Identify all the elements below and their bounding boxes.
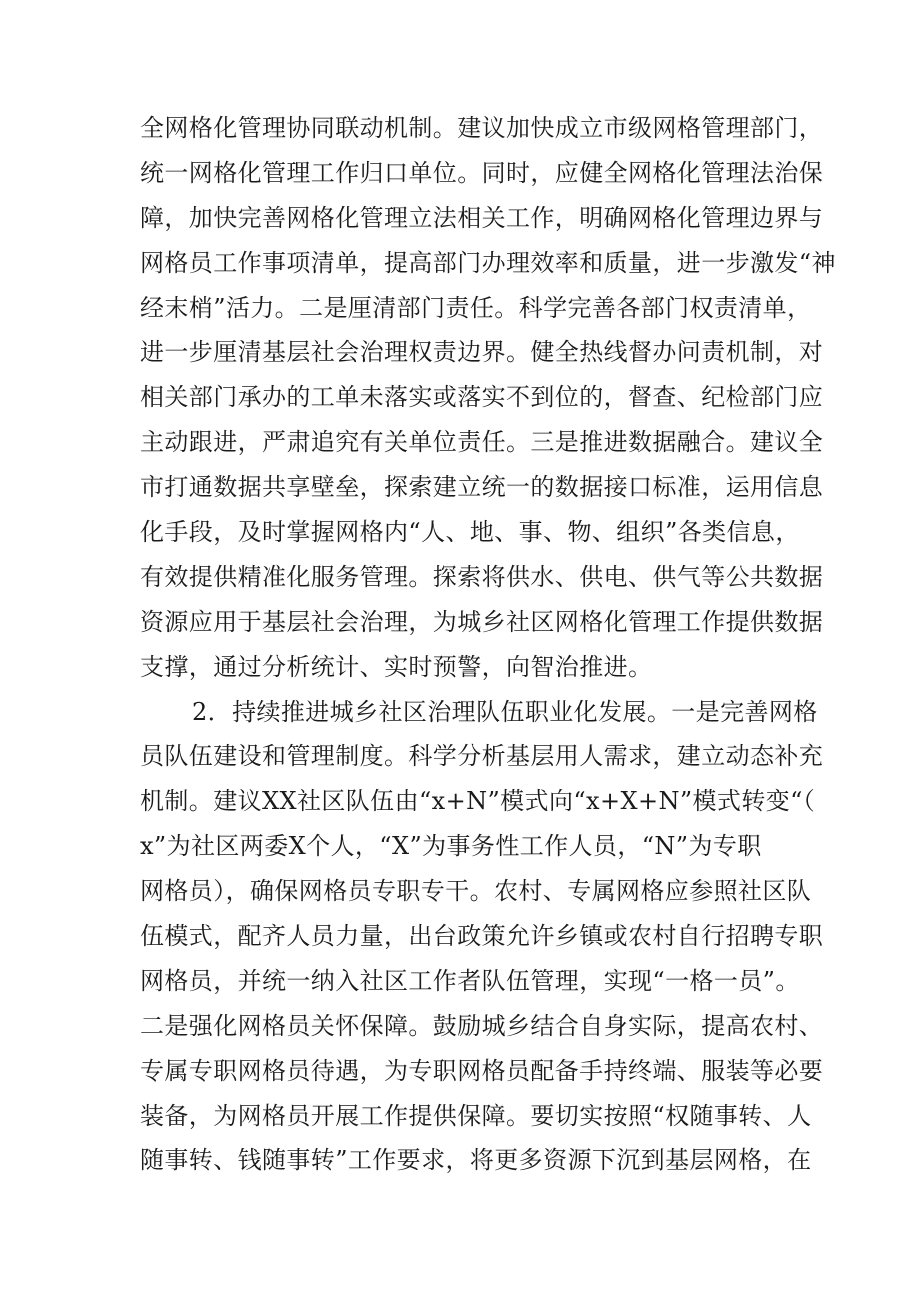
text-line: x”为社区两委X个人，“X”为事务性工作人员，“N”为专职 <box>140 832 762 861</box>
text-line: 员队伍建设和管理制度。科学分析基层用人需求，建立动态补充 <box>140 742 824 771</box>
text-line: 经末梢”活力。二是厘清部门责任。科学完善各部门权责清单， <box>140 293 812 322</box>
text-line: 统一网格化管理工作归口单位。同时，应健全网格化管理法治保 <box>140 158 824 187</box>
text-line: 市打通数据共享壁垒，探索建立统一的数据接口标准，运用信息 <box>140 473 824 502</box>
text-line: 伍模式，配齐人员力量，出台政策允许乡镇或农村自行招聘专职 <box>140 922 824 951</box>
text-line: 障，加快完善网格化管理立法相关工作，明确网格化管理边界与 <box>140 203 824 232</box>
text-line: 网格员工作事项清单，提高部门办理效率和质量，进一步激发“神 <box>140 248 836 277</box>
text-line: 网格员，并统一纳入社区工作者队伍管理，实现“一格一员”。 <box>140 966 800 995</box>
text-line: 主动跟进，严肃追究有关单位责任。三是推进数据融合。建议全 <box>140 428 824 457</box>
text-line: 化手段，及时掌握网格内“人、地、事、物、组织”各类信息， <box>140 518 800 547</box>
text-line: 资源应用于基层社会治理，为城乡社区网格化管理工作提供数据 <box>140 607 824 636</box>
text-line: 网格员），确保网格员专职专干。农村、专属网格应参照社区队 <box>140 877 812 906</box>
text-line: 专属专职网格员待遇，为专职网格员配备手持终端、服装等必要 <box>140 1056 824 1085</box>
text-line: 有效提供精准化服务管理。探索将供水、供电、供气等公共数据 <box>140 562 824 591</box>
text-line: 装备，为网格员开展工作提供保障。要切实按照“权随事转、人 <box>140 1101 812 1130</box>
paragraph-start-line: 2．持续推进城乡社区治理队伍职业化发展。一是完善网格 <box>192 697 818 726</box>
text-line: 相关部门承办的工单未落实或落实不到位的，督查、纪检部门应 <box>140 383 824 412</box>
text-line: 进一步厘清基层社会治理权责边界。健全热线督办问责机制，对 <box>140 338 824 367</box>
text-line: 全网格化管理协同联动机制。建议加快成立市级网格管理部门， <box>140 114 824 142</box>
text-line: 支撑，通过分析统计、实时预警，向智治推进。 <box>140 652 653 681</box>
body-text <box>140 106 836 1183</box>
text-line: 二是强化网格员关怀保障。鼓励城乡结合自身实际，提高农村、 <box>140 1011 824 1040</box>
text-line: 机制。建议XX社区队伍由“x+N”模式向“x+X+N”模式转变“（ <box>140 787 816 816</box>
text-line: 随事转、钱随事转”工作要求，将更多资源下沉到基层网格，在 <box>140 1146 812 1175</box>
